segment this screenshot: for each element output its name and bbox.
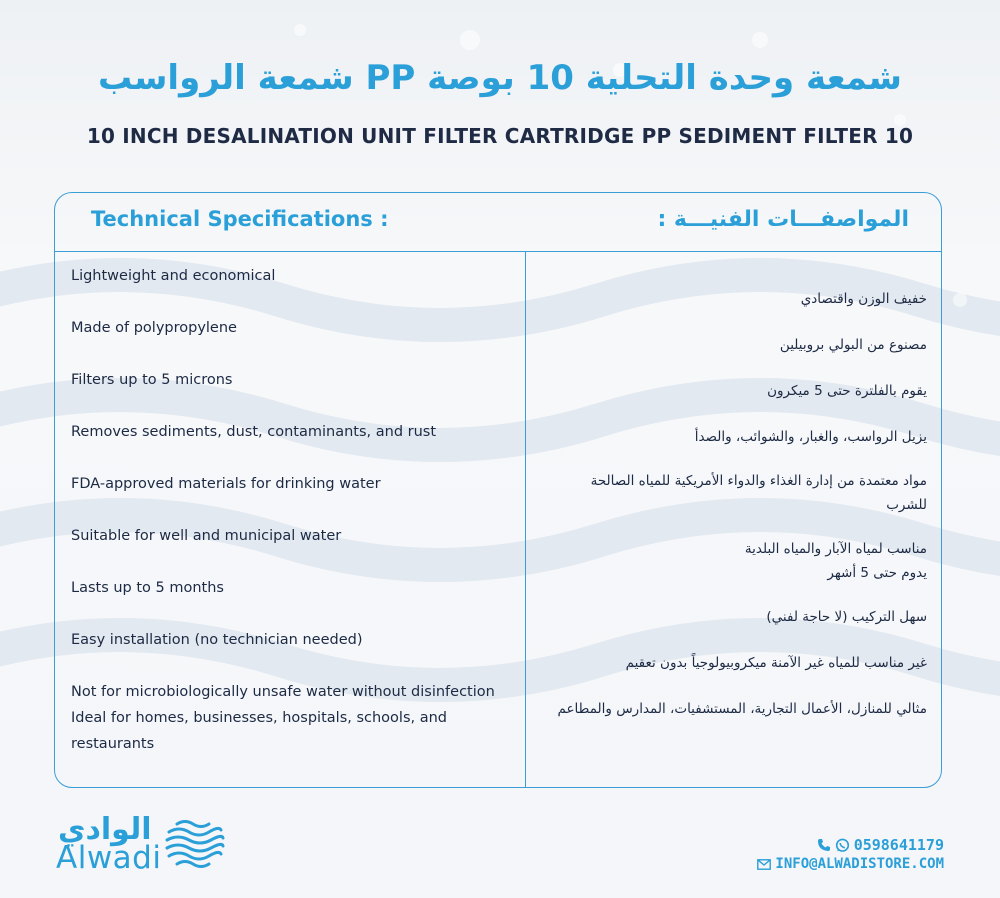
spec-item-ar: يدوم حتى 5 أشهر xyxy=(827,565,927,581)
waves-logo-icon xyxy=(163,816,227,872)
spec-item-ar: مصنوع من البولي بروبيلين xyxy=(779,337,927,353)
spec-item-en: Easy installation (no technician needed) xyxy=(71,632,363,648)
page-title-arabic: شمعة وحدة التحلية 10 بوصة PP شمعة الرواسب xyxy=(97,58,902,98)
specs-heading-arabic: المواصفـــات الفنيـــة : xyxy=(657,207,909,232)
spec-item-ar: مواد معتمدة من إدارة الغذاء والدواء الأمريكية للمياه الصالحة للشرب xyxy=(590,473,927,513)
whatsapp-icon xyxy=(835,838,850,853)
spec-item-en: Lasts up to 5 months xyxy=(71,580,224,596)
phone-row xyxy=(817,836,944,854)
brand-name-english: Alwadi xyxy=(56,840,162,876)
spec-item-en: Made of polypropylene xyxy=(71,320,237,336)
header-divider xyxy=(55,251,941,252)
column-divider xyxy=(525,251,526,787)
spec-item-en: Lightweight and economical xyxy=(71,268,276,284)
spec-item-en: Filters up to 5 microns xyxy=(71,372,233,388)
specs-heading-english: Technical Specifications : xyxy=(91,207,389,231)
phone-number[interactable]: 0598641179 xyxy=(853,836,944,854)
email-icon xyxy=(757,859,771,870)
page-title-english: 10 INCH DESALINATION UNIT FILTER CARTRIDGE PP SEDIMENT FILTER 10 xyxy=(86,124,914,148)
spec-item-ar: يزيل الرواسب، والغبار، والشوائب، والصدأ xyxy=(694,429,927,445)
spec-item-ar: يقوم بالفلترة حتى 5 ميكرون xyxy=(767,383,927,399)
spec-item-ar: مثالي للمنازل، الأعمال التجارية، المستشفيات، المدارس والمطاعم xyxy=(557,701,927,717)
specifications-panel xyxy=(54,192,942,788)
email-row xyxy=(757,856,944,872)
spec-item-ar: غير مناسب للمياه غير الآمنة ميكروبيولوجياً بدون تعقيم xyxy=(625,655,927,671)
spec-item-en: Removes sediments, dust, contaminants, and rust xyxy=(71,424,437,440)
phone-icon xyxy=(817,838,831,852)
spec-item-ar: خفيف الوزن واقتصادي xyxy=(800,291,927,307)
spec-item-en: FDA-approved materials for drinking water xyxy=(71,476,381,492)
spec-item-en: Ideal for homes, businesses, hospitals, schools, and restaurants xyxy=(71,710,448,752)
spec-item-ar: سهل التركيب (لا حاجة لفني) xyxy=(766,609,927,625)
spec-item-en: Not for microbiologically unsafe water without disinfection xyxy=(71,684,495,700)
brand-name-arabic: الوادي xyxy=(58,812,152,847)
spec-item-en: Suitable for well and municipal water xyxy=(71,528,342,544)
spec-item-ar: مناسب لمياه الآبار والمياه البلدية xyxy=(744,541,927,557)
email-address[interactable]: INFO@ALWADISTORE.COM xyxy=(775,856,944,872)
